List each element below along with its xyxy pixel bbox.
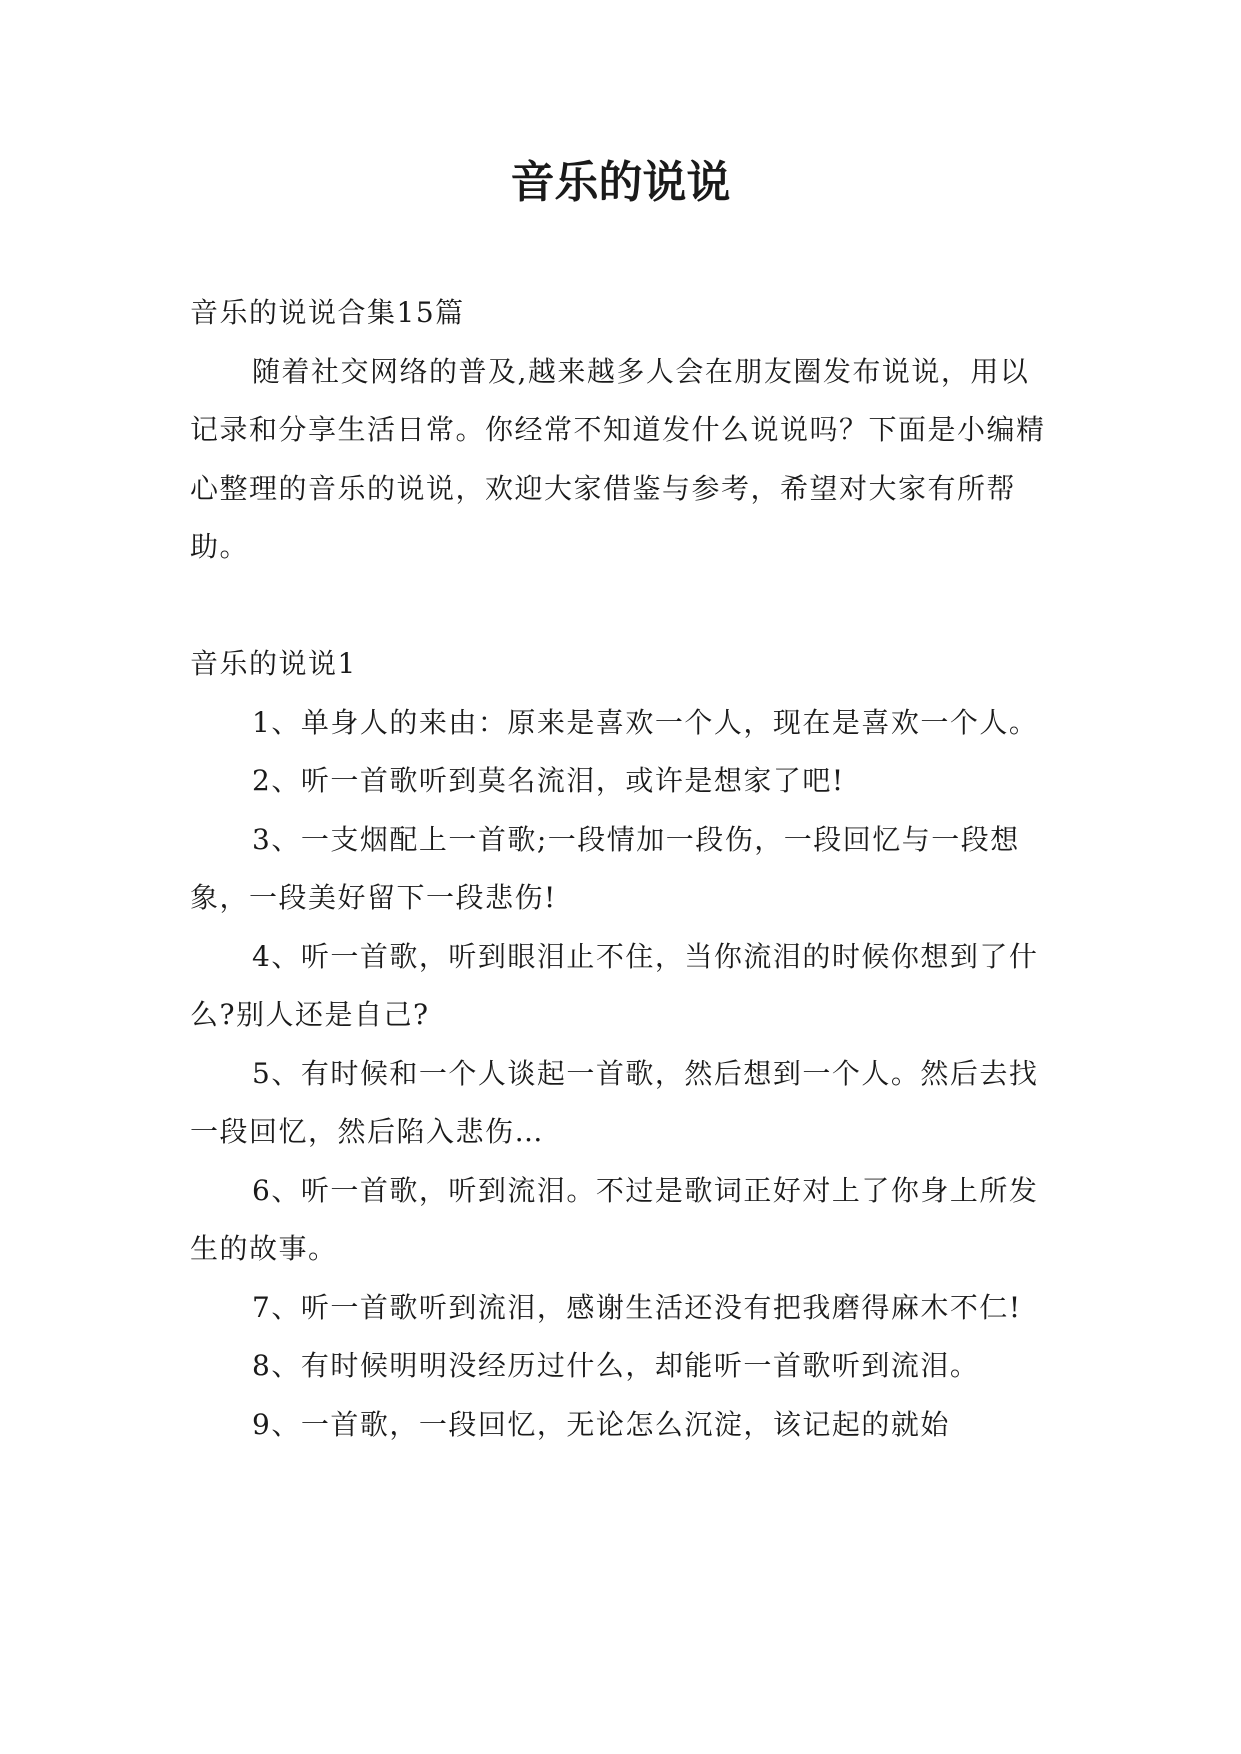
list-item: 3、一支烟配上一首歌;一段情加一段伤，一段回忆与一段想象，一段美好留下一段悲伤! [190, 822, 1020, 914]
list-item: 2、听一首歌听到莫名流泪，或许是想家了吧! [252, 764, 845, 797]
paragraph-spacer [190, 577, 1050, 636]
list-item: 5、有时候和一个人谈起一首歌，然后想到一个人。然后去找一段回忆，然后陷入悲伤… [190, 1056, 1039, 1148]
list-item: 1、单身人的来由：原来是喜欢一个人，现在是喜欢一个人。 [252, 705, 1039, 739]
list-item: 7、听一首歌听到流泪，感谢生活还没有把我磨得麻木不仁! [252, 1290, 1022, 1324]
section-heading: 音乐的说说1 [190, 647, 357, 680]
document-subtitle: 音乐的说说合集15篇 [190, 296, 465, 329]
list-item: 6、听一首歌，听到流泪。不过是歌词正好对上了你身上所发生的故事。 [190, 1173, 1039, 1265]
page-title: 音乐的说说 [510, 157, 731, 208]
list-item: 9、一首歌，一段回忆，无论怎么沉淀，该记起的就始 [252, 1407, 950, 1441]
list-item: 8、有时候明明没经历过什么，却能听一首歌听到流泪。 [252, 1349, 980, 1382]
list-item: 4、听一首歌，听到眼泪止不住，当你流泪的时候你想到了什么?别人还是自己? [190, 939, 1039, 1031]
intro-paragraph: 随着社交网络的普及,越来越多人会在朋友圈发布说说，用以记录和分享生活日常。你经常不知道发什么说说吗？下面是小编精心整理的音乐的说说，欢迎大家借鉴与参考，希望对大家有所帮助。 [190, 354, 1046, 563]
document-body [190, 284, 1050, 1454]
